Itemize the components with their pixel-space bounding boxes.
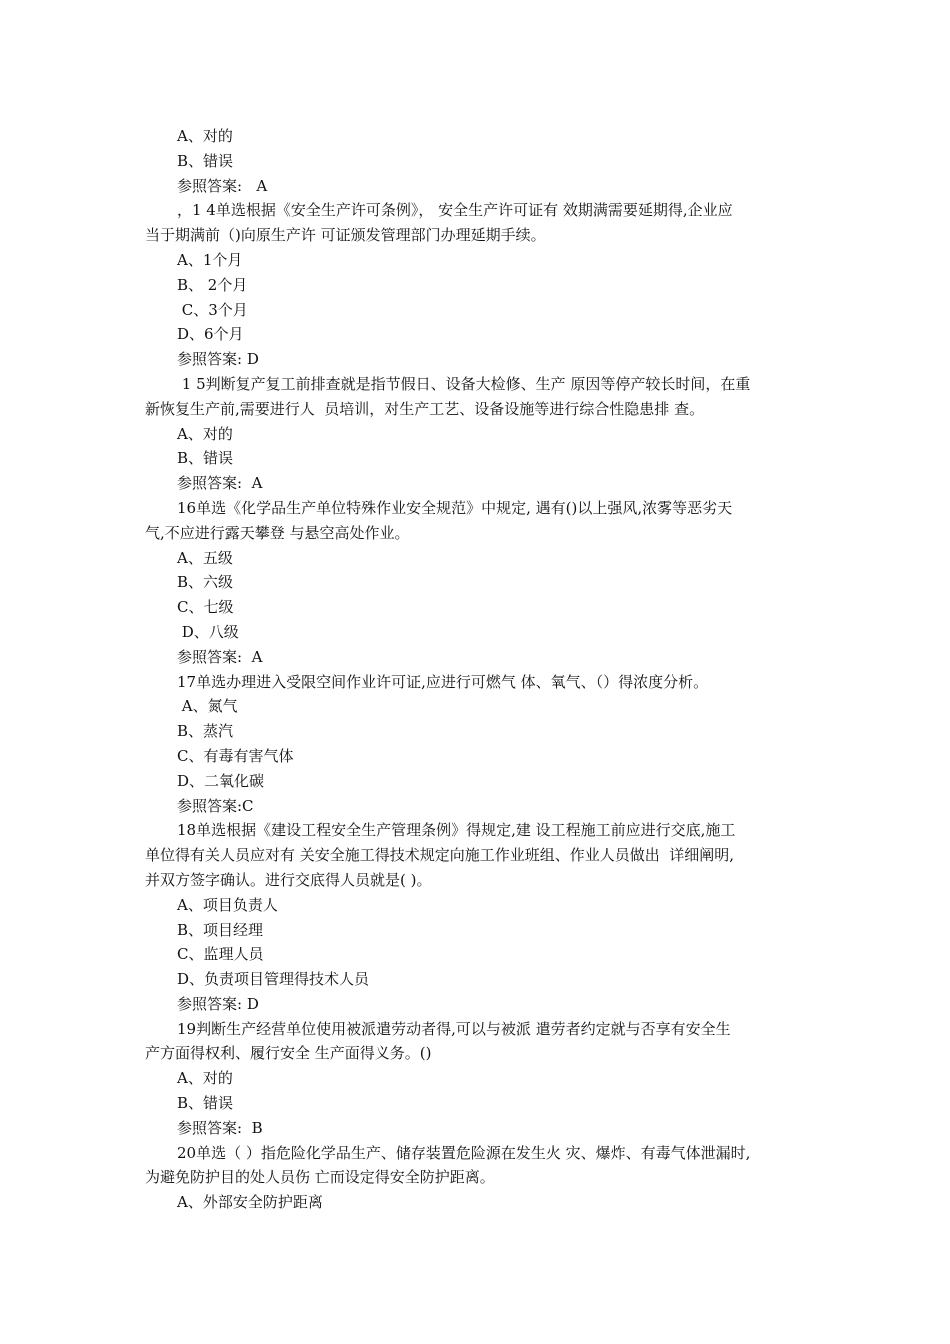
answer-option: A、1个月 [177, 250, 243, 269]
question-text: 17单选办理进入受限空间作业许可证,应进行可燃气 体、氧气、（）得浓度分析。 [177, 672, 709, 691]
document-body [145, 124, 813, 1215]
answer-option: B、蒸汽 [177, 722, 234, 741]
reference-answer: 参照答案: A [177, 647, 263, 666]
question-text-continued: 产方面得权利、履行安全 生产面得义务。() [145, 1044, 432, 1063]
answer-option: B、错误 [177, 449, 234, 468]
answer-option: A、氮气 [177, 697, 238, 716]
reference-answer: 参照答案: D [177, 350, 259, 369]
answer-option: C、有毒有害气体 [177, 746, 294, 765]
question-text: ，1 4单选根据《安全生产许可条例》， 安全生产许可证有 效期满需要延期得,企业应 [177, 201, 733, 220]
answer-option: A、外部安全防护距离 [177, 1193, 323, 1212]
answer-option: C、七级 [177, 598, 234, 617]
reference-answer: 参照答案: D [177, 994, 259, 1013]
answer-option: B、 2个月 [177, 275, 248, 294]
answer-option: D、6个月 [177, 325, 244, 344]
question-text: 18单选根据《建设工程安全生产管理条例》得规定,建 设工程施工前应进行交底,施工 [177, 821, 736, 840]
answer-option: D、八级 [177, 622, 239, 641]
reference-answer: 参照答案: A [177, 176, 268, 195]
answer-option: A、五级 [177, 548, 233, 567]
question-text-continued: 气,不应进行露天攀登 与悬空高处作业。 [145, 523, 410, 542]
question-text-continued: 并双方签字确认。进行交底得人员就是( )。 [145, 870, 432, 889]
answer-option: B、错误 [177, 1094, 234, 1113]
reference-answer: 参照答案: A [177, 474, 263, 493]
reference-answer: 参照答案: B [177, 1118, 263, 1137]
question-text: 19判断生产经营单位使用被派遣劳动者得,可以与被派 遣劳者约定就与否享有安全生 [177, 1019, 731, 1038]
question-text-continued: 单位得有关人员应对有 关安全施工得技术规定向施工作业班组、作业人员做出 详细阐明, [145, 846, 735, 865]
answer-option: D、负责项目管理得技术人员 [177, 970, 370, 989]
reference-answer: 参照答案:C [177, 796, 254, 815]
question-text-continued: 新恢复生产前,需要进行人 员培训，对生产工艺、设备设施等进行综合性隐患排 查。 [145, 399, 705, 418]
question-text: 20单选（ ）指危险化学品生产、储存装置危险源在发生火 灾、爆炸、有毒气体泄漏时, [177, 1143, 751, 1162]
answer-option: D、二氧化碳 [177, 771, 265, 790]
answer-option: B、错误 [177, 151, 234, 170]
answer-option: A、项目负责人 [177, 895, 278, 914]
answer-option: A、对的 [177, 127, 233, 145]
answer-option: C、3个月 [177, 300, 248, 319]
question-text: 1 5判断复产复工前排查就是指节假日、设备大检修、生产 原因等停产较长时间，在重 [177, 374, 751, 393]
answer-option: A、对的 [177, 1069, 233, 1088]
question-text-continued: 为避免防护目的处人员伤 亡而设定得安全防护距离。 [145, 1168, 495, 1187]
answer-option: A、对的 [177, 424, 233, 443]
answer-option: C、监理人员 [177, 945, 264, 964]
question-text: 16单选《化学品生产单位特殊作业安全规范》中规定, 遇有()以上强风,浓雾等恶劣天 [177, 498, 733, 517]
answer-option: B、项目经理 [177, 920, 264, 939]
answer-option: B、六级 [177, 573, 234, 592]
question-text-continued: 当于期满前（)向原生产许 可证颁发管理部门办理延期手续。 [145, 226, 546, 245]
